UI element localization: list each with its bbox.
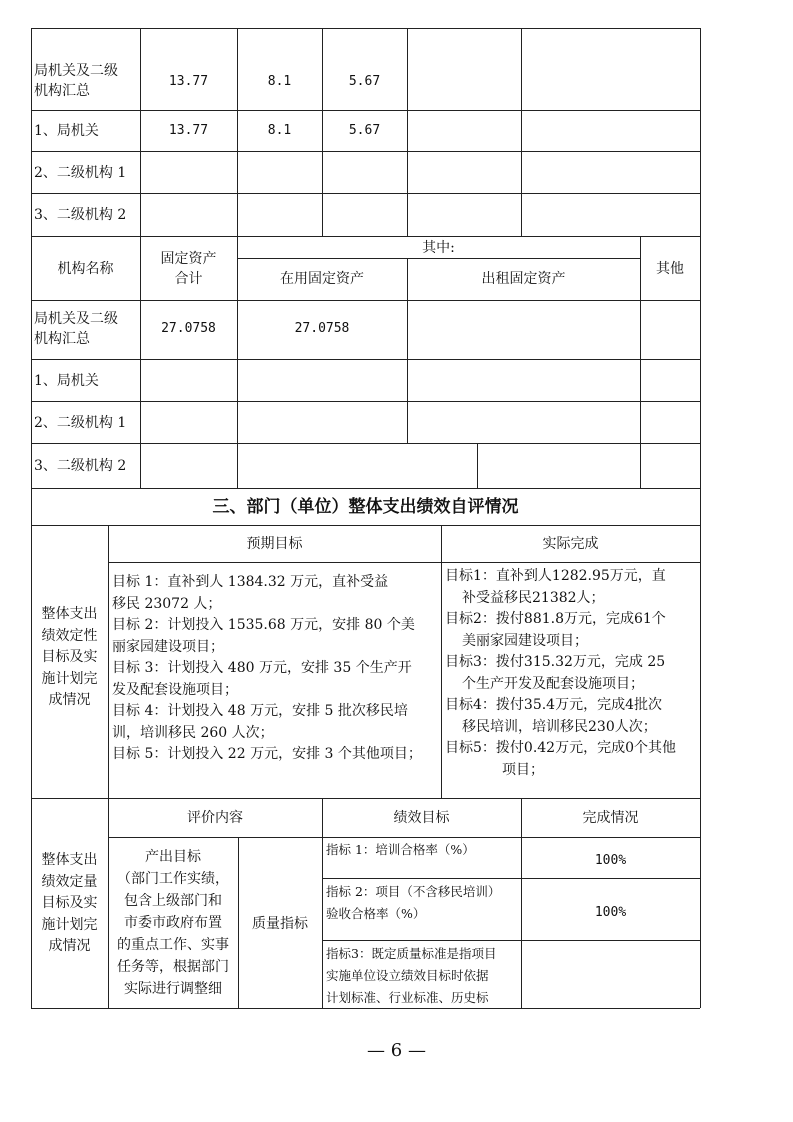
qualitative-label-l2: 绩效定性 — [41, 627, 98, 644]
indicator-3-l2: 实施单位设立绩效目标时依据 — [326, 968, 489, 983]
t2-row1-name-l2: 机构汇总 — [34, 331, 90, 347]
expected-line-8: 训，培训移民 260 人次； — [112, 724, 274, 741]
quantitative-label-l5: 成情况 — [48, 938, 91, 954]
quantitative-label-l3: 目标及实 — [41, 895, 98, 911]
indicator-1-completion: 100% — [594, 853, 627, 868]
output-line-3: 包含上级部门和 — [124, 893, 222, 909]
t1-row2-c2: 8.1 — [267, 123, 292, 138]
actual-line-8: 移民培训，培训移民230人次； — [462, 718, 657, 735]
expected-line-6: 发及配套设施项目； — [112, 681, 238, 698]
output-line-5: 的重点工作、实事 — [117, 937, 229, 953]
output-line-6: 任务等，根据部门 — [117, 959, 229, 975]
qualitative-label-l4: 施计划完 — [41, 670, 98, 687]
quantitative-label — [31, 850, 108, 958]
indicator-2-l1: 指标 2：项目（不含移民培训） — [326, 884, 501, 899]
indicator-2 — [326, 881, 500, 925]
actual-line-3: 目标2：拨付881.8万元，完成61个 — [445, 611, 666, 627]
t1-row2-name: 1、局机关 — [34, 123, 99, 139]
actual-line-7: 目标4：拨付35.4万元，完成4批次 — [445, 697, 662, 713]
t1-row2-c1: 13.77 — [168, 123, 209, 138]
t2-header-among: 其中: — [422, 240, 455, 256]
indicator-2-completion: 100% — [594, 905, 627, 920]
actual-line-4: 美丽家园建设项目； — [462, 632, 588, 649]
t1-row4-name: 3、二级机构 2 — [34, 207, 127, 223]
expected-line-9: 目标 5：计划投入 22 万元，安排 3 个其他项目； — [112, 746, 422, 762]
actual-completion-header: 实际完成 — [542, 536, 599, 552]
indicator-2-l2: 验收合格率（%） — [326, 906, 426, 921]
qualitative-label-l3: 目标及实 — [41, 649, 98, 665]
t2-row1-in-use: 27.0758 — [294, 321, 350, 336]
t1-row1-c2: 8.1 — [267, 74, 292, 89]
t2-header-org: 机构名称 — [57, 261, 114, 277]
t1-row1-name-l1: 局机关及二级 — [34, 63, 118, 79]
indicator-1-l1: 指标 1：培训合格率（%） — [326, 842, 475, 857]
indicator-3 — [326, 943, 496, 1009]
t1-row1-c1: 13.77 — [168, 74, 209, 89]
expected-goals-text — [112, 572, 422, 766]
output-line-1: 产出目标 — [145, 849, 201, 865]
expected-goal-header: 预期目标 — [246, 536, 303, 552]
t2-row1-total: 27.0758 — [161, 321, 216, 336]
eval-content-header: 评价内容 — [187, 810, 243, 826]
expected-line-5: 目标 3：计划投入 480 万元，安排 35 个生产开 — [112, 660, 412, 676]
output-goal-text — [108, 846, 238, 1000]
t2-row3-name: 2、二级机构 1 — [34, 415, 127, 431]
expected-line-2: 移民 23072 人； — [112, 595, 222, 612]
qualitative-label-l1: 整体支出 — [41, 606, 98, 622]
completion-header: 完成情况 — [582, 810, 639, 826]
quantitative-label-l4: 施计划完 — [41, 916, 98, 933]
expected-line-3: 目标 2：计划投入 1535.68 万元，安排 80 个美 — [112, 617, 415, 633]
output-line-7: 实际进行调整细 — [124, 981, 222, 997]
t1-row1-name-l2: 机构汇总 — [34, 83, 90, 99]
t2-header-total-l2: 合计 — [174, 271, 203, 287]
quality-indicator-label: 质量指标 — [252, 916, 308, 932]
t2-row2-name: 1、局机关 — [34, 373, 99, 389]
section-title: 三、部门（单位）整体支出绩效自评情况 — [212, 497, 519, 517]
t1-row1-c3: 5.67 — [348, 74, 381, 89]
qualitative-label-l5: 成情况 — [48, 692, 91, 708]
output-line-4: 市委市政府布置 — [124, 915, 222, 931]
t2-row4-name: 3、二级机构 2 — [34, 458, 127, 474]
actual-line-6: 个生产开发及配套设施项目； — [462, 675, 644, 692]
t2-header-in-use: 在用固定资产 — [280, 271, 364, 287]
t2-header-other: 其他 — [656, 261, 684, 277]
output-line-2: （部门工作实绩， — [117, 871, 229, 887]
expected-line-1: 目标 1：直补到人 1384.32 万元，直补受益 — [112, 574, 389, 590]
actual-line-9: 目标5：拨付0.42万元，完成0个其他 — [445, 740, 676, 756]
indicator-3-l1: 指标3：既定质量标准是指项目 — [326, 946, 497, 961]
actual-line-1: 目标1：直补到人1282.95万元，直 — [445, 568, 666, 584]
expected-line-7: 目标 4：计划投入 48 万元，安排 5 批次移民培 — [112, 703, 408, 719]
expected-line-4: 丽家园建设项目； — [112, 638, 224, 655]
t2-row1-name-l1: 局机关及二级 — [34, 311, 118, 327]
t1-row2-c3: 5.67 — [348, 123, 381, 138]
quantitative-label-l1: 整体支出 — [41, 852, 98, 868]
actual-line-5: 目标3：拨付315.32万元，完成 25 — [445, 654, 666, 670]
indicator-3-l3: 计划标准、行业标准、历史标 — [326, 990, 489, 1005]
t2-header-rented: 出租固定资产 — [481, 271, 566, 287]
t2-header-total-l1: 固定资产 — [160, 251, 217, 267]
actual-line-10: 项目； — [502, 761, 544, 778]
qualitative-label — [31, 604, 108, 712]
actual-completion-text — [445, 566, 676, 781]
indicator-1 — [326, 839, 475, 861]
perf-target-header: 绩效目标 — [393, 810, 450, 826]
page-number: — 6 — — [367, 1040, 426, 1061]
quantitative-label-l2: 绩效定量 — [41, 873, 98, 890]
actual-line-2: 补受益移民21382人； — [462, 589, 605, 606]
t1-row3-name: 2、二级机构 1 — [34, 165, 127, 181]
